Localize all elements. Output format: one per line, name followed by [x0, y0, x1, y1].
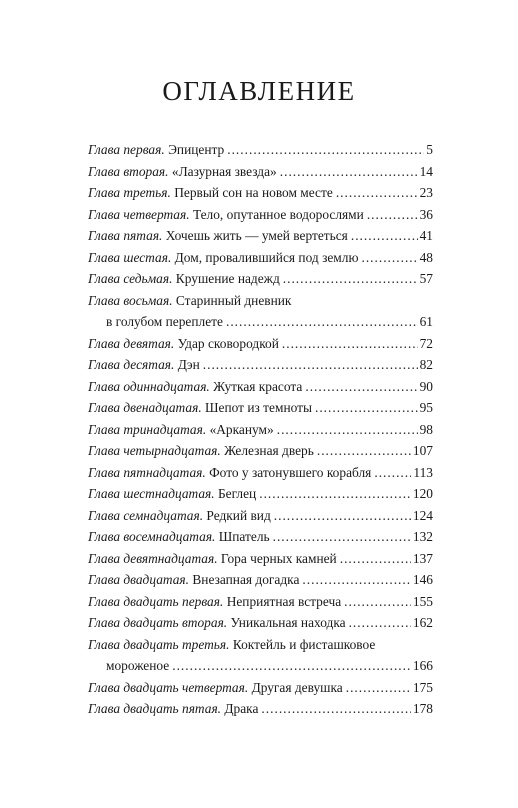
chapter-title-continued: в голубом переплете — [106, 314, 223, 329]
chapter-title: Неприятная встреча — [226, 593, 342, 609]
toc-entry-20[interactable] — [88, 569, 433, 591]
chapter-label: Глава пятнадцатая. — [88, 464, 206, 480]
dot-leader — [336, 182, 418, 204]
chapter-label: Глава восемнадцатая. — [88, 529, 216, 544]
page-number: 124 — [412, 507, 433, 523]
chapter-title: Старинный дневник — [175, 292, 292, 308]
page-number: 166 — [412, 658, 433, 673]
chapter-title: Дом, провалившийся под землю — [174, 249, 359, 265]
chapter-title: Внезапная догадка — [192, 572, 300, 587]
page-number: 120 — [412, 486, 433, 501]
chapter-label: Глава четырнадцатая. — [88, 443, 221, 458]
chapter-label: Глава шестая. — [88, 249, 172, 265]
page-number: 41 — [419, 228, 433, 243]
chapter-label: Глава пятая. — [88, 228, 163, 243]
toc-entry-18[interactable] — [88, 526, 433, 548]
toc-entry-14[interactable] — [88, 440, 433, 462]
toc-entry-21[interactable] — [88, 591, 433, 613]
chapter-label: Глава десятая. — [88, 357, 175, 372]
toc-entry-16[interactable] — [88, 483, 433, 505]
toc-entry-13[interactable] — [88, 419, 433, 441]
chapter-label: Глава двенадцатая. — [88, 400, 202, 415]
chapter-title: Драка — [224, 701, 259, 716]
dot-leader — [261, 698, 410, 720]
page-number: 72 — [419, 335, 433, 351]
page-number: 113 — [413, 464, 433, 480]
chapter-label: Глава двадцать четвертая. — [88, 679, 249, 695]
dot-leader — [344, 591, 411, 613]
table-of-contents — [88, 139, 433, 720]
toc-entry-8-line-1[interactable] — [88, 290, 433, 312]
chapter-title: Хочешь жить — умей вертеться — [165, 228, 348, 243]
chapter-title: Другая девушка — [251, 679, 343, 695]
page-number: 175 — [412, 679, 433, 695]
toc-entry-23-line-2[interactable] — [88, 655, 433, 677]
page-number: 155 — [412, 593, 433, 609]
chapter-title: Коктейль и фисташковое — [232, 636, 376, 652]
chapter-label: Глава восьмая. — [88, 292, 173, 308]
dot-leader — [277, 419, 418, 441]
chapter-title: Железная дверь — [224, 443, 314, 458]
dot-leader — [259, 483, 411, 505]
toc-entry-25[interactable] — [88, 698, 433, 720]
dot-leader — [280, 161, 418, 183]
page-number: 5 — [426, 142, 433, 157]
dot-leader — [374, 462, 411, 484]
page-number: 82 — [419, 357, 433, 372]
dot-leader — [172, 655, 411, 677]
dot-leader — [349, 612, 411, 634]
dot-leader — [302, 569, 411, 591]
page-number: 57 — [419, 271, 433, 286]
chapter-label: Глава двадцать третья. — [88, 636, 230, 652]
chapter-title: Шепот из темноты — [205, 400, 312, 415]
chapter-label: Глава седьмая. — [88, 271, 173, 286]
toc-entry-5[interactable] — [88, 225, 433, 247]
chapter-title-continued: мороженое — [106, 658, 170, 673]
toc-entry-6[interactable] — [88, 247, 433, 269]
toc-entry-3[interactable] — [88, 182, 433, 204]
page-number: 162 — [412, 615, 433, 630]
dot-leader — [226, 311, 418, 333]
toc-entry-10[interactable] — [88, 354, 433, 376]
chapter-title: Гора черных камней — [220, 550, 337, 566]
chapter-title: Беглец — [217, 486, 257, 501]
toc-entry-17[interactable] — [88, 505, 433, 527]
chapter-title: Тело, опутанное водорослями — [192, 206, 364, 222]
chapter-title: «Арканум» — [209, 421, 274, 437]
page-number: 36 — [419, 206, 433, 222]
page-number: 137 — [412, 550, 433, 566]
chapter-title: Жуткая красота — [213, 378, 303, 394]
chapter-label: Глава двадцать пятая. — [88, 701, 222, 716]
page-number: 98 — [419, 421, 433, 437]
toc-entry-11[interactable] — [88, 376, 433, 398]
dot-leader — [346, 677, 411, 699]
chapter-title: Удар сковородкой — [177, 335, 279, 351]
chapter-label: Глава шестнадцатая. — [88, 486, 215, 501]
chapter-label: Глава первая. — [88, 142, 165, 157]
dot-leader — [315, 397, 418, 419]
toc-entry-9[interactable] — [88, 333, 433, 355]
dot-leader — [340, 548, 411, 570]
toc-entry-12[interactable] — [88, 397, 433, 419]
chapter-label: Глава тринадцатая. — [88, 421, 207, 437]
chapter-label: Глава вторая. — [88, 163, 169, 179]
toc-entry-2[interactable] — [88, 161, 433, 183]
chapter-title: Первый сон на новом месте — [174, 185, 333, 200]
page-number: 146 — [412, 572, 433, 587]
chapter-label: Глава третья. — [88, 185, 171, 200]
page-number: 132 — [412, 529, 433, 544]
page-number: 61 — [419, 314, 433, 329]
dot-leader — [361, 247, 417, 269]
dot-leader — [203, 354, 418, 376]
dot-leader — [305, 376, 417, 398]
chapter-title: Крушение надежд — [175, 271, 280, 286]
chapter-title: Фото у затонувшего корабля — [209, 464, 372, 480]
chapter-title: Эпицентр — [168, 142, 225, 157]
chapter-label: Глава семнадцатая. — [88, 507, 204, 523]
chapter-title: Уникальная находка — [230, 615, 346, 630]
chapter-label: Глава двадцать вторая. — [88, 615, 228, 630]
toc-entry-22[interactable] — [88, 612, 433, 634]
page-number: 107 — [412, 443, 433, 458]
chapter-title: Шпатель — [218, 529, 270, 544]
dot-leader — [351, 225, 418, 247]
dot-leader — [367, 204, 418, 226]
page-number: 48 — [419, 249, 433, 265]
chapter-label: Глава двадцать первая. — [88, 593, 224, 609]
chapter-title: Дэн — [177, 357, 200, 372]
chapter-label: Глава девятая. — [88, 335, 175, 351]
toc-entry-19[interactable] — [88, 548, 433, 570]
page-number: 23 — [419, 185, 433, 200]
page-number: 178 — [412, 701, 433, 716]
dot-leader — [282, 333, 418, 355]
chapter-label: Глава четвертая. — [88, 206, 190, 222]
dot-leader — [283, 268, 418, 290]
page-number: 90 — [419, 378, 433, 394]
chapter-label: Глава двадцатая. — [88, 572, 189, 587]
chapter-title: Редкий вид — [206, 507, 271, 523]
chapter-label: Глава девятнадцатая. — [88, 550, 218, 566]
chapter-label: Глава одиннадцатая. — [88, 378, 210, 394]
dot-leader — [227, 139, 424, 161]
toc-entry-7[interactable] — [88, 268, 433, 290]
dot-leader — [317, 440, 411, 462]
toc-entry-23-line-1[interactable] — [88, 634, 433, 656]
page-number: 95 — [419, 400, 433, 415]
dot-leader — [274, 505, 411, 527]
toc-entry-15[interactable] — [88, 462, 433, 484]
toc-entry-24[interactable] — [88, 677, 433, 699]
page-number: 14 — [419, 163, 433, 179]
chapter-title: «Лазурная звезда» — [171, 163, 277, 179]
dot-leader — [273, 526, 411, 548]
toc-entry-4[interactable] — [88, 204, 433, 226]
toc-entry-8-line-2[interactable] — [88, 311, 433, 333]
page-title: ОГЛАВЛЕНИЕ — [162, 76, 356, 106]
toc-entry-1[interactable] — [88, 139, 433, 161]
